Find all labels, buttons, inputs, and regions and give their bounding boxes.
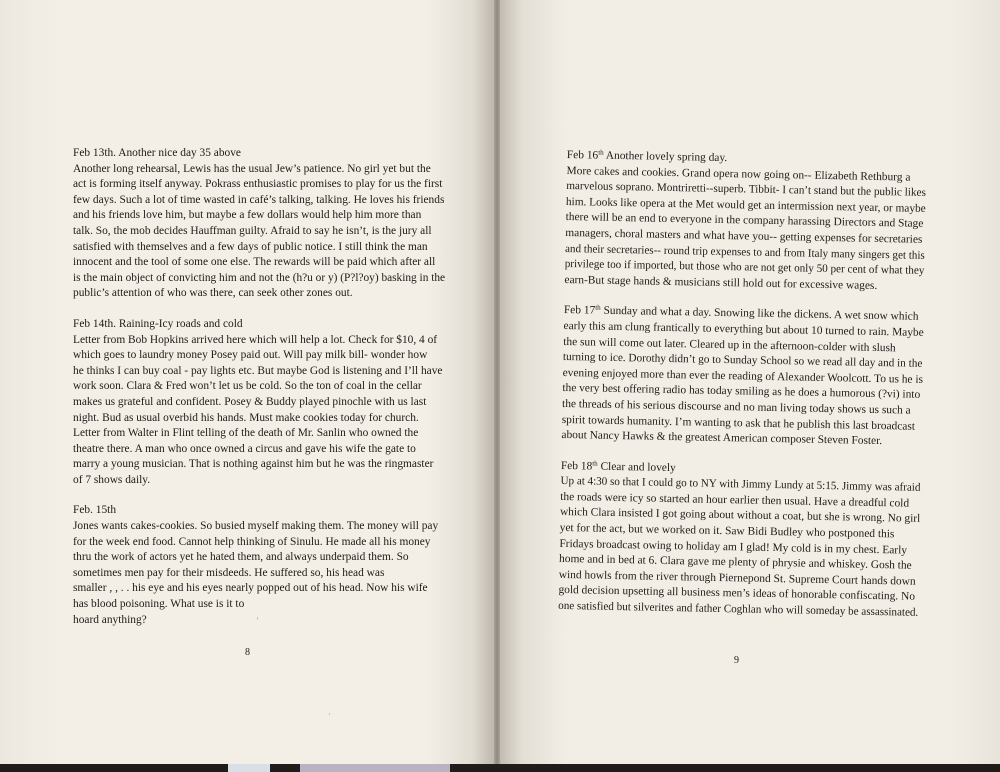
entry-line: talk. So, the mob decides Hauffman guilty. Afraid to say he isn’t, is the jury all — [73, 224, 432, 237]
diary-entry-feb-13 — [73, 146, 445, 302]
paper-speck: ' — [257, 616, 259, 625]
entry-line: of 7 shows daily. — [73, 473, 151, 486]
entry-line: for the week end food. Cannot help thinking of Sinulu. He made all his money — [73, 535, 431, 548]
entry-line: More cakes and cookies. Grand opera now going on-- Elizabeth Rethburg a — [566, 164, 911, 184]
entry-line: the sun will come out later. Cleared up in the afternoon-colder with slush — [563, 335, 896, 354]
entry-date: Feb 18 — [560, 459, 593, 473]
entry-line: spirit towards humanity. I’m wanting to ask that he publish this last broadcast — [561, 413, 916, 433]
entry-line: marvelous soprano. Montriretti--superb. Tibbit- I can’t stand but the public likes — [566, 180, 926, 200]
entry-line: evening enjoyed more than ever the reading of Alexander Woolcott. To us he is — [562, 366, 924, 386]
entry-line: Jones wants cakes-cookies. So busied myself making them. The money will pay — [73, 520, 439, 533]
entry-date-heading: Feb 13th. Another nice day 35 above — [73, 147, 241, 159]
entry-line: Letter from Bob Hopkins arrived here which will help a lot. Check for $10, 4 of — [73, 333, 438, 346]
entry-line: and his friends love him, but maybe a few dollars would help him more than — [73, 209, 422, 222]
entry-date: Feb 17 — [563, 304, 596, 317]
entry-spacer — [73, 488, 445, 503]
diary-entry-feb-18 — [558, 459, 921, 622]
entry-line: earn-But stage hands & musicians still hold out for excessive wages. — [564, 273, 878, 292]
entry-line: he thinks I can buy coal - pay lights etc. But maybe God is listening and I’ll have — [73, 364, 443, 377]
diary-entry-feb-14 — [73, 317, 445, 489]
ordinal-suffix: th — [598, 148, 604, 157]
paper-speck: · — [328, 710, 331, 719]
entry-line: public’s attention of who was there, can seek other zones out. — [73, 287, 353, 300]
scan-bottom-edge — [0, 764, 1000, 772]
entry-date-remainder: Clear and lovely — [597, 460, 676, 474]
entry-line: home and in bed at 6. Clara gave me plenty of phrysie and whiskey. Gosh the — [558, 553, 912, 572]
entry-line: the very best offering radio has today smiling as he does a humorous (?vi) into — [562, 382, 921, 402]
entry-line: him. Looks like opera at the Met would get an intermission next year, or maybe — [565, 195, 926, 215]
entry-line: early this am clung frantically to everything but about 10 turned to rain. Maybe — [563, 319, 924, 339]
entry-line: wind howls from the river through Piernepond St. Supreme Court hands down — [558, 568, 916, 588]
entry-line: marry a young musician. That is nothing against him but he was the ringmaster — [73, 458, 434, 471]
entry-line: Another long rehearsal, Lewis has the usual Jew’s patience. No girl yet but the — [73, 162, 431, 175]
entry-line: innocent and the tool of some one else. The rewards will be paid which after all — [73, 256, 436, 269]
entry-date-heading: Feb. 15th — [73, 504, 117, 517]
ordinal-suffix: th — [592, 459, 598, 468]
diary-entry-feb-16 — [564, 148, 927, 295]
entry-date-remainder: Another lovely spring day. — [603, 149, 728, 165]
entry-line: Up at 4:30 so that I could go to NY with Jimmy Lundy at 5:15. Jimmy was afraid — [560, 475, 921, 495]
page-number-left: 8 — [245, 647, 250, 658]
left-page — [0, 0, 497, 764]
entry-line: and their secretaries-- round trip expenses to and from Italy many singers get this — [564, 242, 925, 262]
entry-line: sometimes men pay for their misdeeds. He suffered so, his head was — [73, 566, 385, 579]
entry-line: smaller , , . . his eye and his eyes nearly popped out of his head. Now his wife — [73, 582, 428, 595]
book-gutter — [494, 0, 500, 764]
entry-date-heading: Feb 14th. Raining-Icy roads and cold — [73, 317, 243, 330]
entry-line: gold decision upsetting all business men’s ideas of honorable confiscating. No — [558, 584, 916, 604]
ordinal-suffix: th — [595, 303, 601, 313]
entry-line: managers, choral masters and what have you-- getting expenses for secretaries — [565, 226, 923, 246]
entry-line: about Nancy Hawks & the greatest American composer Steven Foster. — [561, 429, 883, 448]
entry-line: there will be an end to everyone in the company harassing Directors and Stage — [565, 211, 924, 231]
entry-line: turning to ice. Dorothy didn’t go to Sunday School so we read all day and in the — [562, 351, 923, 370]
diary-entry-feb-17 — [561, 303, 924, 450]
entry-line: Letter from Walter in Flint telling of the death of Mr. Sanlin who owned the — [73, 427, 419, 440]
entry-line: is the main object of convicting him and not the (h?u or y) (P?l?oy) basking in the — [73, 271, 446, 284]
entry-line: makes us grateful and confident. Posey & Buddy played pinochle with us last — [73, 395, 427, 408]
left-page-text — [73, 146, 445, 628]
entry-line: has blood poisoning. What use is it to — [73, 598, 245, 611]
entry-line: which Clara insisted I got going about without a coat, but she is wrong. No girl — [559, 506, 921, 526]
entry-line: theatre there. A man who once owned a circus and gave his wife the gate to — [73, 442, 416, 455]
entry-line: few days. Such a lot of time wasted in café’s talking, talking. He loves his friends — [73, 193, 445, 206]
scan-edge-mark — [228, 764, 270, 772]
entry-line: work soon. Clara & Fred won’t let us be cold. So the ton of coal in the cellar — [73, 380, 422, 393]
entry-line: satisfied with themselves and a few days of public notice. I still think the man — [73, 240, 428, 253]
entry-line: the roads were icy so started an hour earlier then usual. Have a dreadful cold — [560, 490, 910, 510]
entry-line: act is forming itself anyway. Pokrass enthusiastic promises to play for us the first — [73, 178, 443, 191]
entry-line: which goes to laundry money Posey paid out. Will pay milk bill- wonder how — [73, 349, 428, 362]
entry-line: the threads of his serious discourse and no man living today shows us such a — [561, 397, 911, 417]
entry-date: Feb 16 — [566, 148, 599, 162]
entry-line: one satisfied but silverites and father Coghlan who will someday be assassinated. — [558, 599, 919, 619]
right-page — [497, 0, 1000, 764]
entry-line: Fridays broadcast owing to holiday am I glad! My cold is in my chest. Early — [559, 537, 908, 557]
entry-line: yet for the act, but we worked on it. Saw Bidi Budley who postponed this — [559, 521, 895, 541]
entry-date-remainder: Sunday and what a day. Snowing like the dickens. A wet snow which — [600, 305, 919, 324]
entry-line: night. Bud as usual overbid his hands. Must make cookies today for church. — [73, 411, 419, 424]
right-page-text — [558, 148, 927, 621]
entry-line: privilege too if imported, but those who are not get only 50 per cent of what they — [564, 258, 925, 278]
entry-line: thru the work of actors yet he hated them, and always underpaid them. So — [73, 551, 409, 564]
scan-edge-mark — [300, 764, 450, 772]
entry-line: hoard anything? — [73, 613, 147, 626]
entry-spacer — [73, 302, 445, 317]
page-number-right: 9 — [734, 655, 739, 666]
diary-entry-feb-15 — [73, 503, 445, 628]
